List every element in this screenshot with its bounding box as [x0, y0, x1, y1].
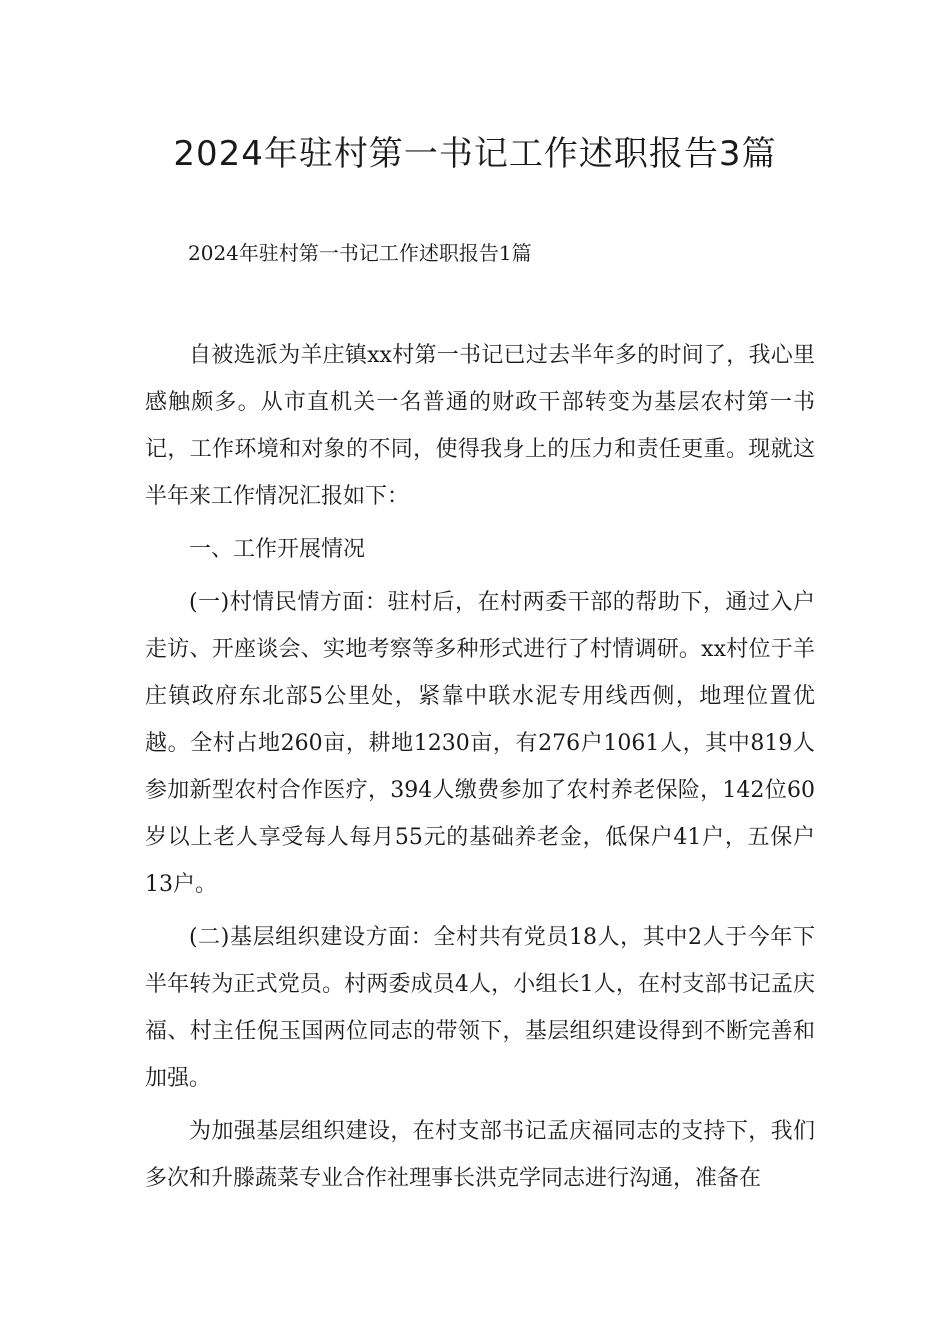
- paragraph-intro: 自被选派为羊庄镇xx村第一书记已过去半年多的时间了，我心里感触颇多。从市直机关一名普通的财政干部转变为基层农村第一书记，工作环境和对象的不同，使得我身上的压力和责任更重。现就这半年来工作情况汇报如下：: [145, 343, 815, 509]
- document-title: 2024年驻村第一书记工作述职报告3篇: [173, 134, 777, 174]
- document-body: [145, 332, 815, 1208]
- paragraph-strengthening: 为加强基层组织建设，在村支部书记孟庆福同志的支持下，我们多次和升滕蔬菜专业合作社理事长洪克学同志进行沟通，准备在: [145, 1119, 815, 1191]
- paragraph-organization: (二)基层组织建设方面：全村共有党员18人，其中2人于今年下半年转为正式党员。村两委成员4人，小组长1人，在村支部书记孟庆福、村主任倪玉国两位同志的带领下，基层组织建设得到不断完善和加强。: [145, 925, 815, 1091]
- section-heading: 一、工作开展情况: [189, 537, 366, 562]
- document-subtitle: 2024年驻村第一书记工作述职报告1篇: [188, 241, 532, 265]
- paragraph-village-situation: (一)村情民情方面：驻村后，在村两委干部的帮助下，通过入户走访、开座谈会、实地考察等多种形式进行了村情调研。xx村位于羊庄镇政府东北部5公里处，紧靠中联水泥专用线西侧，地理位置优越。全村占地260亩，耕地1230亩，有276户1061人，其中819人参加新型农村合作医疗，394人缴费参加了农村养老保险，142位60岁以上老人享受每人每月55元的基础养老金，低保户41户，五保户13户。: [145, 590, 815, 897]
